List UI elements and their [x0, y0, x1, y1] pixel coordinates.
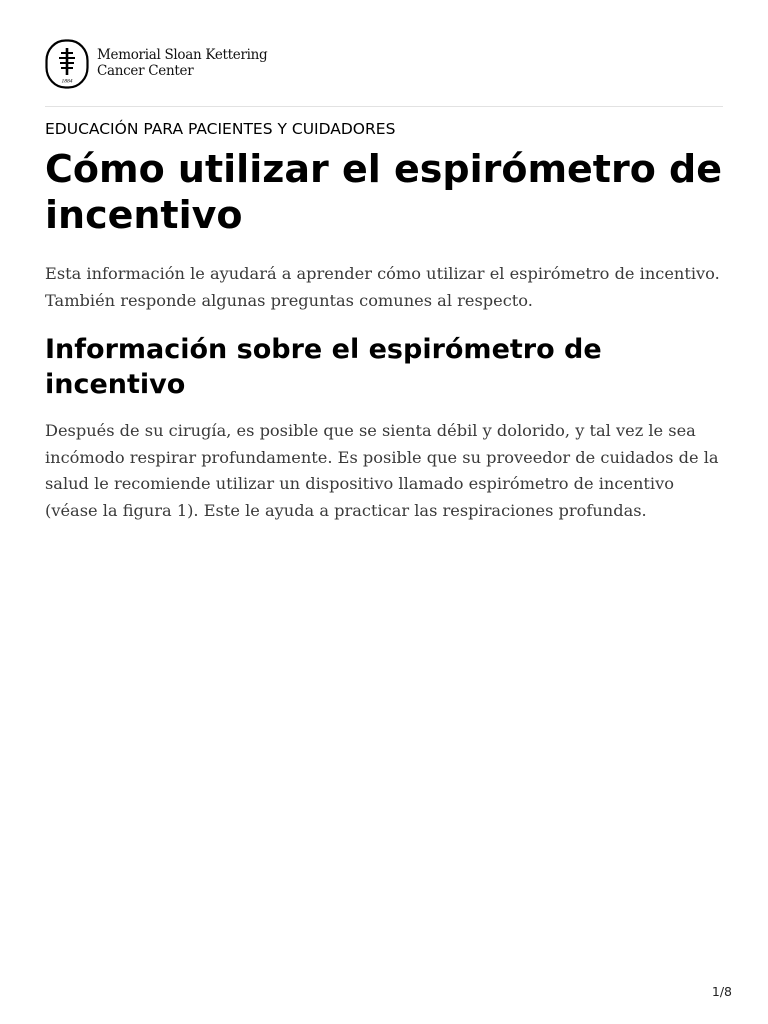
document-category: EDUCACIÓN PARA PACIENTES Y CUIDADORES — [45, 120, 396, 138]
header-divider — [45, 106, 723, 107]
page-title: Cómo utilizar el espirómetro de incentivo — [45, 147, 723, 237]
organization-name-line2: Cancer Center — [97, 63, 194, 79]
page-number: 1/8 — [711, 984, 732, 999]
msk-tree-logo-icon — [45, 39, 89, 89]
section-paragraph: Después de su cirugía, es posible que se sienta débil y dolorido, y tal vez le sea incómodo respirar profundamente. Es posible que su proveedor de cuidados de la salud le recomiende utilizar un dispositivo llamado espirómetro de incentivo (véase la figura 1). Este le ayuda a practicar las respiraciones profundas. — [45, 421, 719, 520]
logo-year-text: 1884 — [61, 78, 73, 85]
intro-paragraph: Esta información le ayudará a aprender cómo utilizar el espirómetro de incentivo. También responde algunas preguntas comunes al respecto. — [45, 264, 720, 310]
page-header — [45, 39, 725, 91]
organization-name-line1: Memorial Sloan Kettering — [97, 47, 268, 63]
organization-name — [97, 47, 267, 79]
section-heading: Información sobre el espirómetro de incentivo — [45, 334, 602, 400]
